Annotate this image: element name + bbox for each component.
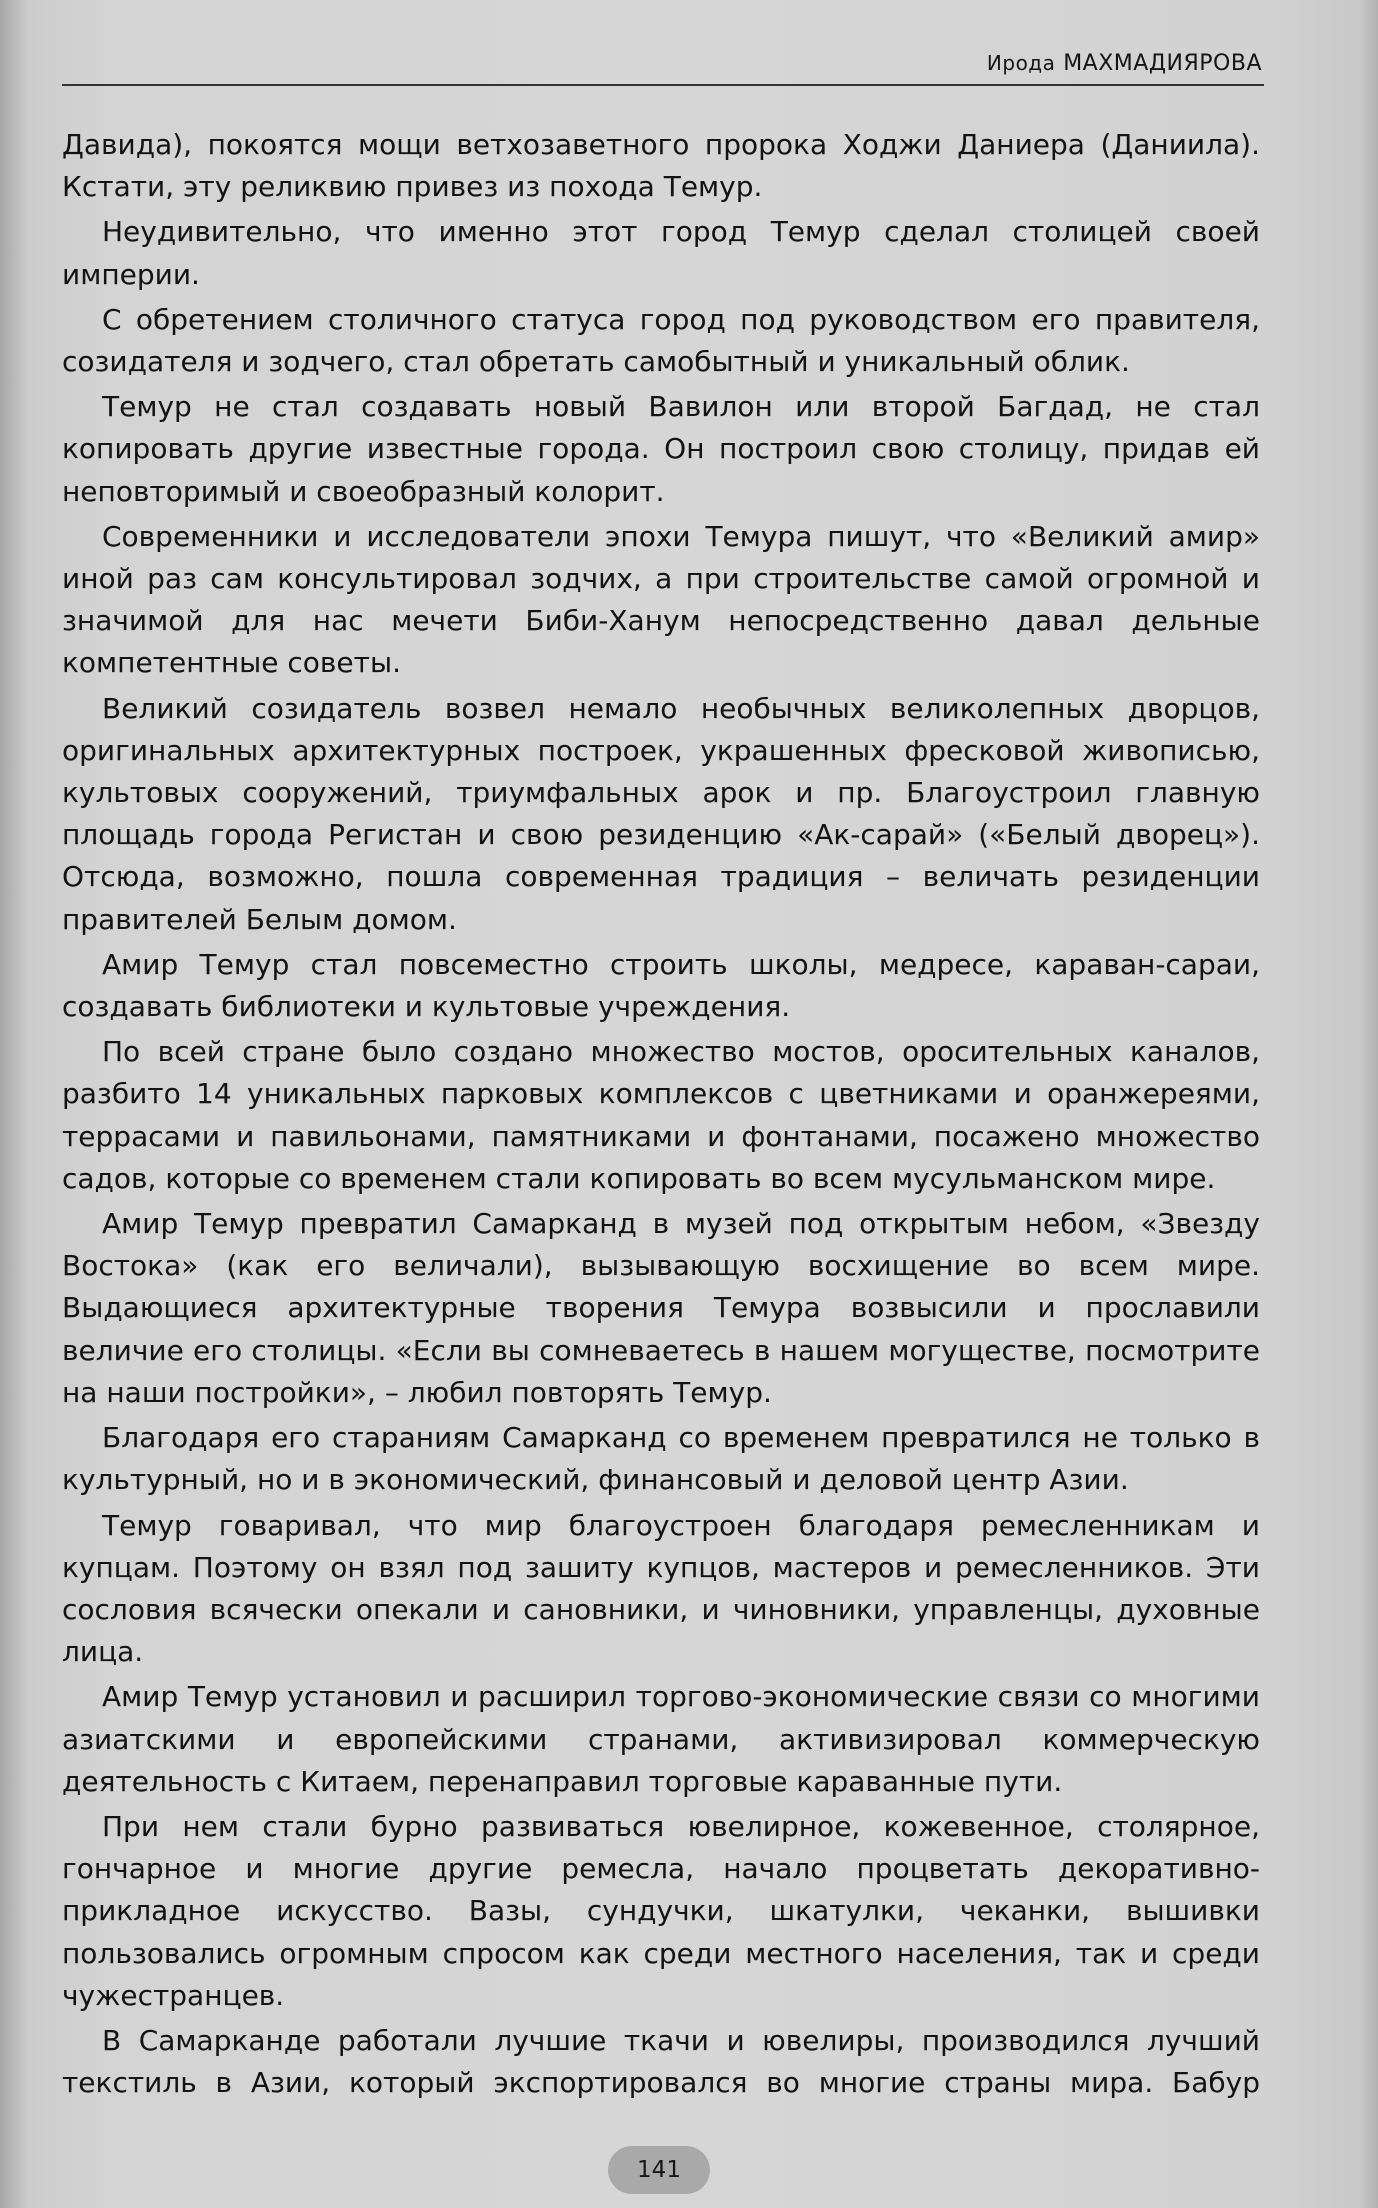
paragraph: Амир Темур стал повсеместно строить школы, медресе, караван-сараи, создавать библиотеки и культовые учреждения.: [62, 947, 1260, 1024]
paragraph: Давида), покоятся мощи ветхозаветного пророка Ходжи Даниера (Даниила). Кстати, эту реликвию привез из похода Темур.: [62, 128, 1260, 204]
paragraph: Благодаря его стараниям Самарканд со временем превратился не только в культурный, но и в экономический, финансовый и деловой центр Азии.: [62, 1421, 1260, 1497]
paragraph: Темур не стал создавать новый Вавилон или второй Багдад, не стал копировать другие известные города. Он построил свою столицу, придав ей неповторимый и своеобразный колорит.: [62, 390, 1260, 508]
paragraph: Амир Темур превратил Самарканд в музей под открытым небом, «Звезду Востока» (как его величали), вызывающую восхищение во всем мире. Выдающиеся архитектурные творения Темура возвысили и прославили величие его столицы. «Если вы сомневаетесь в нашем могуществе, посмотрите на наши постройки», – любил повторять Темур.: [62, 1207, 1260, 1409]
author-first-name: Ирода: [986, 51, 1056, 75]
paragraph: Великий созидатель возвел немало необычных великолепных дворцов, оригинальных архитектурных построек, украшенных фресковой живописью, культовых сооружений, триумфальных арок и пр. Благоустроил главную площадь города Регистан и свою резиденцию «Ак-сарай» («Белый дворец»). Отсюда, возможно, пошла современная традиция – величать резиденции правителей Белым домом.: [62, 691, 1260, 936]
paragraph: Темур говаривал, что мир благоустроен благодаря ремесленникам и купцам. Поэтому он взял под зашиту купцов, мастеров и ремесленников. Эти сословия всячески опекали и сановники, и чиновники, управленцы, духовные лица.: [62, 1508, 1260, 1669]
paragraph: При нем стали бурно развиваться ювелирное, кожевенное, столярное, гончарное и многие другие ремесла, начало процветать декоративно-прикладное искусство. Вазы, сундучки, шкатулки, чеканки, вышивки пользовались огромным спросом как среди местного населения, так и среди чужестранцев.: [62, 1809, 1260, 2012]
paragraph: С обретением столичного статуса город под руководством его правителя, созидателя и зодчего, стал обретать самобытный и уникальный облик.: [62, 302, 1260, 379]
running-header: [62, 44, 1264, 86]
paragraph: По всей стране было создано множество мостов, оросительных каналов, разбито 14 уникальных парковых комплексов с цветниками и оранжереями, террасами и павильонами, памятниками и фонтанами, посажено множество садов, которые со временем стали копировать во всем мусульманском мире.: [62, 1035, 1260, 1195]
body-text: [62, 124, 1260, 2107]
author-last-name: МАХМАДИЯРОВА: [1063, 51, 1262, 76]
paragraph: В Самарканде работали лучшие ткачи и ювелиры, производился лучший текстиль в Азии, который экспортировался во многие страны мира. Бабур: [62, 2023, 1260, 2100]
page-number: 141: [608, 2146, 710, 2194]
author-name: [987, 50, 1262, 76]
paragraph: Неудивительно, что именно этот город Темур сделал столицей своей империи.: [62, 215, 1260, 291]
paragraph: Амир Темур установил и расширил торгово-экономические связи со многими азиатскими и европейскими странами, активизировал коммерческую деятельность с Китаем, перенаправил торговые караванные пути.: [62, 1680, 1260, 1798]
paragraph: Современники и исследователи эпохи Темура пишут, что «Великий амир» иной раз сам консультировал зодчих, а при строительстве самой огромной и значимой для нас мечети Биби-Ханум непосредственно давал дельные компетентные советы.: [62, 519, 1260, 680]
